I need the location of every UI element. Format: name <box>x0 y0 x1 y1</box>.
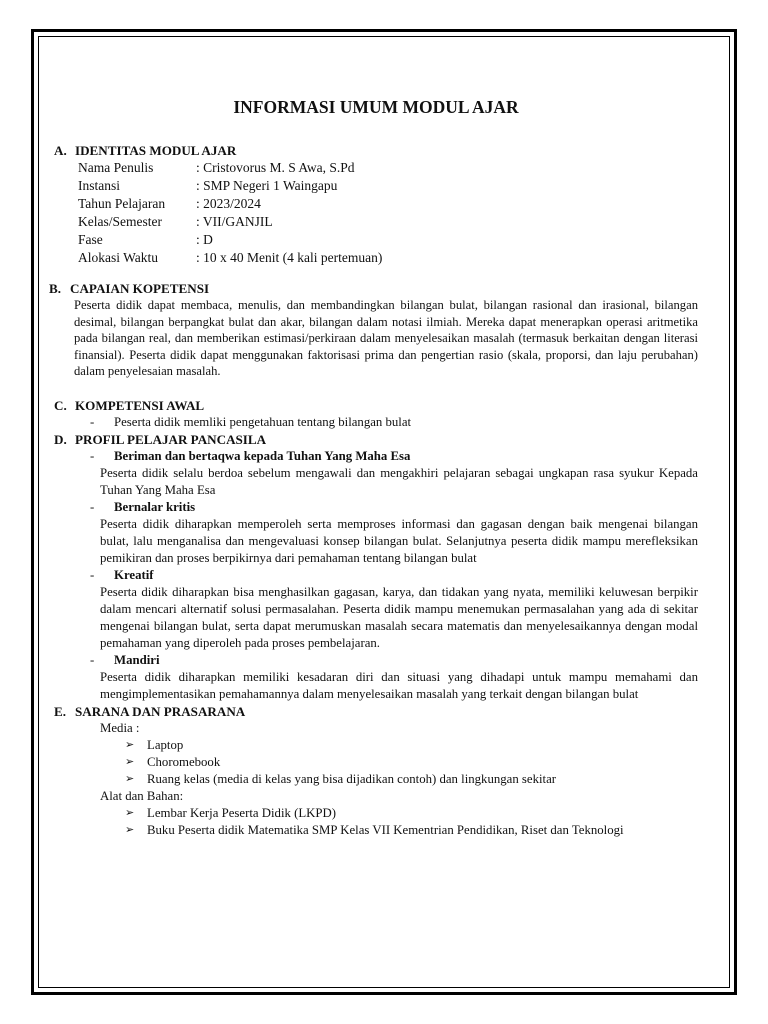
table-row <box>78 213 382 231</box>
profile-item <box>90 652 698 669</box>
profile-item <box>90 448 698 465</box>
section-title: CAPAIAN KOPETENSI <box>70 281 210 296</box>
row-label: Instansi <box>78 178 120 193</box>
dash-bullet: - <box>90 567 95 582</box>
table-row <box>78 249 382 267</box>
section-letter: A. <box>54 143 67 158</box>
row-value: : 2023/2024 <box>196 196 261 211</box>
section-title: SARANA DAN PRASARANA <box>75 703 246 719</box>
arrow-bullet-icon: ➢ <box>125 772 135 785</box>
alat-item <box>125 805 698 822</box>
document-content <box>49 96 698 839</box>
row-value: : SMP Negeri 1 Waingapu <box>196 178 338 193</box>
arrow-bullet-icon: ➢ <box>125 806 135 819</box>
list-item-text: Lembar Kerja Peserta Didik (LKPD) <box>147 805 337 820</box>
row-value: : D <box>196 232 213 247</box>
dash-bullet: - <box>90 448 95 463</box>
row-label: Fase <box>78 232 103 247</box>
dash-bullet: - <box>90 414 95 429</box>
list-item-text: Peserta didik memliki pengetahuan tentang bilangan bulat <box>114 414 412 429</box>
section-title: KOMPETENSI AWAL <box>75 397 205 413</box>
row-label: Tahun Pelajaran <box>78 196 166 211</box>
profile-description: Peserta didik selalu berdoa sebelum mengawali dan mengakhiri pelajaran sebagai ungkapan rasa syukur Kepada Tuhan Yang Maha Esa <box>100 465 698 497</box>
profile-description: Peserta didik diharapkan bisa menghasilkan gagasan, karya, dan tidakan yang nyata, memiliki keluwesan berpikir dalam mencari alternatif solusi permasalahan. Peserta didik mampu menemukan permasalahan yang ada di sekitar mengenai bilangan bulat, serta dapat merumuskan masalah secara matematis dan menyelesaikannya dengan modal pemahaman yang diperoleh pada proses pembelajaran. <box>100 584 698 650</box>
profile-item <box>90 567 698 584</box>
alat-item <box>125 822 698 839</box>
document-title: INFORMASI UMUM MODUL AJAR <box>233 97 519 117</box>
arrow-bullet-icon: ➢ <box>125 755 135 768</box>
row-value: : VII/GANJIL <box>196 214 273 229</box>
list-item-text: Buku Peserta didik Matematika SMP Kelas VII Kementrian Pendidikan, Riset dan Teknologi <box>147 822 624 837</box>
list-item-text: Choromebook <box>147 754 221 769</box>
profile-title: Kreatif <box>114 567 154 582</box>
dash-bullet: - <box>90 652 95 667</box>
capaian-paragraph: Peserta didik dapat membaca, menulis, dan membandingkan bilangan bulat, bilangan rasional dan irasional, bilangan desimal, bilangan berpangkat bulat dan akar, bilangan dalam notasi ilmiah. Mereka dapat menerapkan operasi aritmetika pada bilangan real, dan memberikan estimasi/perkiraan dalam menyelesaikan masalah (termasuk berkaitan dengan literasi finansial). Peserta didik dapat menggunakan faktorisasi prima dan pengertian rasio (skala, proporsi, dan laju perubahan) dalam penyelesaian masalah. <box>74 298 698 379</box>
media-item <box>125 737 698 754</box>
row-label: Alokasi Waktu <box>78 250 159 265</box>
row-label: Nama Penulis <box>78 160 154 175</box>
profile-item <box>90 499 698 516</box>
arrow-bullet-icon: ➢ <box>125 738 135 751</box>
profile-title: Beriman dan bertaqwa kepada Tuhan Yang Maha Esa <box>114 448 411 463</box>
arrow-bullet-icon: ➢ <box>125 823 135 836</box>
list-item-text: Ruang kelas (media di kelas yang bisa dijadikan contoh) dan lingkungan sekitar <box>147 771 557 786</box>
section-title: IDENTITAS MODUL AJAR <box>75 143 237 158</box>
section-e-heading <box>54 703 698 720</box>
section-c-heading <box>54 397 698 414</box>
table-row <box>78 159 382 177</box>
section-a-heading <box>54 142 698 159</box>
section-letter: D. <box>54 431 67 447</box>
media-label: Media : <box>100 720 140 735</box>
section-letter: E. <box>54 703 67 719</box>
table-row <box>78 177 382 195</box>
section-title: PROFIL PELAJAR PANCASILA <box>75 431 267 447</box>
row-label: Kelas/Semester <box>78 214 162 229</box>
profile-title: Bernalar kritis <box>114 499 196 514</box>
dash-bullet: - <box>90 499 95 514</box>
profile-description: Peserta didik diharapkan memperoleh serta memproses informasi dan gagasan dengan baik mengenai bilangan bulat, lalu menganalisa dan mengevaluasi konsep bilangan bulat. Selanjutnya peserta didik mampu merefleksikan pemikiran dan proses berpikirnya dari pemahaman tentang bilangan bulat <box>100 516 698 565</box>
row-value: : 10 x 40 Menit (4 kali pertemuan) <box>196 250 383 265</box>
section-letter: B. <box>49 281 62 296</box>
row-value: : Cristovorus M. S Awa, S.Pd <box>196 160 355 175</box>
alat-label: Alat dan Bahan: <box>100 788 184 803</box>
profile-title: Mandiri <box>114 652 160 667</box>
table-row <box>78 195 382 213</box>
section-b-heading <box>49 280 698 297</box>
table-row <box>78 231 382 249</box>
profile-description: Peserta didik diharapkan memiliki kesadaran diri dan situasi yang dihadapi untuk mampu memahami dan mengimplementasikan pemahamannya dalam menyelesaikan masalah yang terkait dengan bilangan bulat <box>100 669 698 701</box>
list-item <box>90 414 698 431</box>
list-item-text: Laptop <box>147 737 184 752</box>
identity-table <box>78 159 382 267</box>
section-letter: C. <box>54 397 67 413</box>
section-d-heading <box>54 431 698 448</box>
media-item <box>125 754 698 771</box>
media-item <box>125 771 698 788</box>
